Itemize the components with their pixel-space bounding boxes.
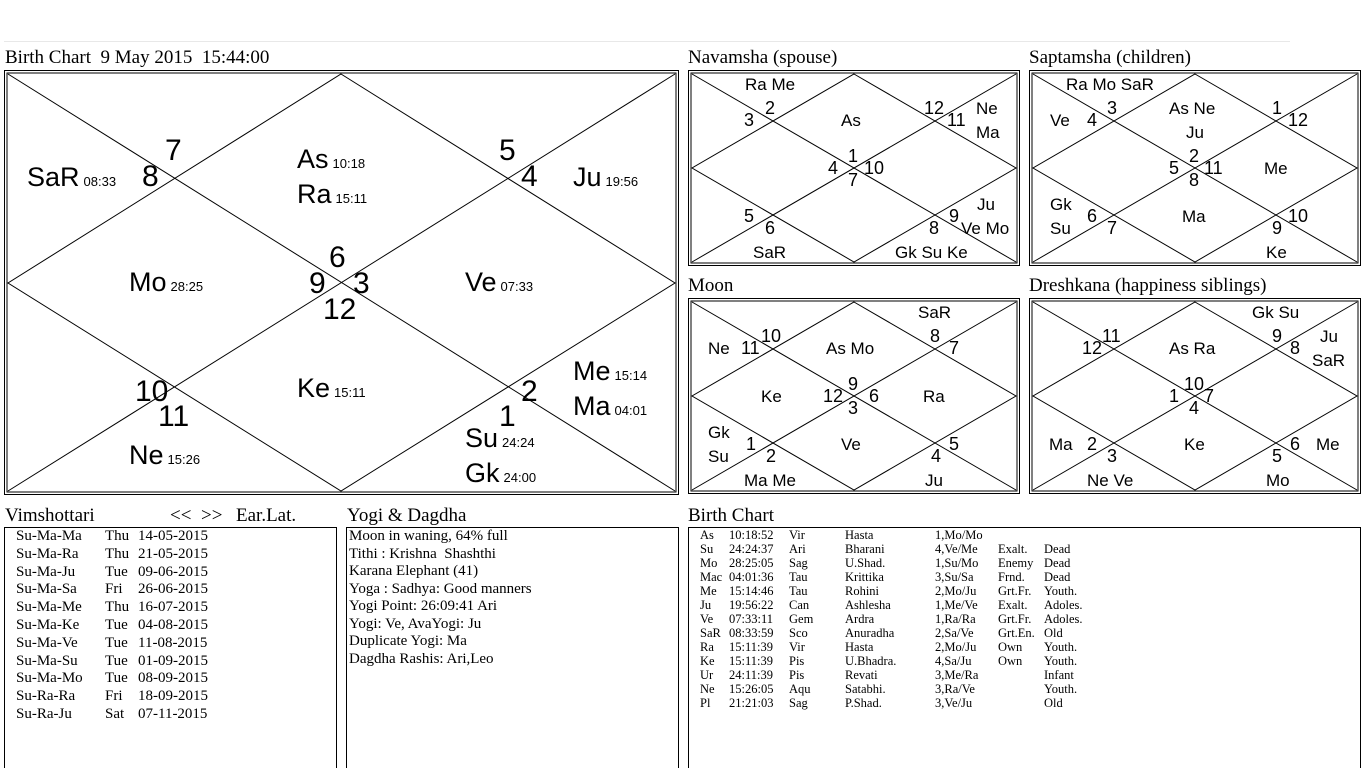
sign-number: 5 xyxy=(744,206,755,226)
sign-number: 2 xyxy=(766,446,777,466)
sign-cell: Can xyxy=(789,598,810,612)
dasha-date: 14-05-2015 xyxy=(138,528,208,544)
pada-cell: 3,Ra/Ve xyxy=(935,682,975,696)
sign-number: 11 xyxy=(158,400,190,433)
planet-label: Ma xyxy=(1182,207,1206,226)
sign-number: 8 xyxy=(929,218,940,238)
sign-number: 3 xyxy=(744,110,755,130)
sign-cell: Pis xyxy=(789,654,805,668)
relation-cell: Enemy xyxy=(998,556,1034,570)
state-cell: Old xyxy=(1044,626,1063,640)
state-cell: Old xyxy=(1044,696,1063,710)
vimshottari-list xyxy=(16,528,316,724)
dasha-day: Tue xyxy=(105,652,128,669)
sign-number: 4 xyxy=(828,158,839,178)
sign-number: 3 xyxy=(1107,446,1118,466)
pada-cell: 1,Me/Ve xyxy=(935,598,978,612)
dasha-day: Fri xyxy=(105,581,123,598)
planet-cell: Pl xyxy=(700,696,711,710)
saptamsha-svg xyxy=(1030,71,1360,265)
sign-number: 2 xyxy=(765,98,776,118)
planet-label: As xyxy=(841,111,861,130)
sign-number: 3 xyxy=(848,398,859,418)
next-period-button[interactable]: >> xyxy=(201,505,223,526)
sign-number: 7 xyxy=(848,170,859,190)
vimshottari-title: Vimshottari xyxy=(5,505,95,526)
sign-number: 8 xyxy=(142,160,159,193)
state-cell: Infant xyxy=(1044,668,1074,682)
planet-cell: Ve xyxy=(700,612,714,626)
pada-cell: 2,Sa/Ve xyxy=(935,626,974,640)
pada-cell: 1,Su/Mo xyxy=(935,556,979,570)
sign-cell: Pis xyxy=(789,668,805,682)
main-chart-panel[interactable] xyxy=(4,70,679,495)
dasha-period: Su-Ma-Sa xyxy=(16,581,77,598)
state-cell: Adoles. xyxy=(1044,598,1083,612)
sign-number: 10 xyxy=(135,375,169,408)
degree-cell: 15:11:39 xyxy=(729,640,773,654)
sign-cell: Gem xyxy=(789,612,814,626)
saptamsha-title: Saptamsha (children) xyxy=(1029,47,1191,68)
planet-cell: SaR xyxy=(700,626,721,640)
state-cell: Youth. xyxy=(1044,640,1078,654)
navamsha-svg xyxy=(689,71,1019,265)
sign-cell: Ari xyxy=(789,542,806,556)
degree-cell: 10:18:52 xyxy=(729,528,774,542)
dreshkana-title: Dreshkana (happiness siblings) xyxy=(1029,275,1267,296)
sign-number: 11 xyxy=(1102,326,1121,346)
planet-label: Ma xyxy=(1049,435,1073,454)
degree-cell: 08:33:59 xyxy=(729,626,774,640)
sign-number: 12 xyxy=(823,386,844,406)
planet-label: Ju xyxy=(1320,327,1338,346)
dasha-date: 01-09-2015 xyxy=(138,652,208,669)
sign-number: 7 xyxy=(1204,386,1215,406)
dasha-day: Tue xyxy=(105,616,128,633)
degree-cell: 15:11:39 xyxy=(729,654,773,668)
planet-sar: SaR 08:33 xyxy=(27,162,117,192)
sign-number: 1 xyxy=(499,400,516,433)
dasha-row[interactable] xyxy=(16,617,316,635)
state-cell: Dead xyxy=(1044,570,1071,584)
dasha-day: Thu xyxy=(105,545,130,562)
sign-number: 6 xyxy=(765,218,776,238)
planet-ne: Ne 15:26 xyxy=(129,440,201,470)
previous-period-button[interactable]: << xyxy=(170,505,192,526)
nakshatra-cell: Satabhi. xyxy=(845,682,886,696)
sign-number: 8 xyxy=(930,326,941,346)
dasha-date: 26-06-2015 xyxy=(138,581,208,598)
degree-cell: 15:14:46 xyxy=(729,584,774,598)
sign-number: 3 xyxy=(353,267,370,300)
birth-table-title: Birth Chart xyxy=(688,505,775,526)
sign-number: 8 xyxy=(1290,338,1301,358)
planet-label: Mo xyxy=(1266,471,1290,490)
planet-label: Ke xyxy=(761,387,782,406)
sign-number: 4 xyxy=(931,446,942,466)
dreshkana-panel[interactable] xyxy=(1029,298,1361,494)
sign-number: 6 xyxy=(1087,206,1098,226)
sign-cell: Vir xyxy=(789,528,805,542)
pada-cell: 4,Sa/Ju xyxy=(935,654,972,668)
yogi-line: Yoga : Sadhya: Good manners xyxy=(349,580,532,597)
dasha-date: 09-06-2015 xyxy=(138,563,208,580)
sign-number: 1 xyxy=(1169,386,1180,406)
planet-ju: Ju 19:56 xyxy=(573,162,639,192)
planet-label: As Ne xyxy=(1169,99,1216,118)
nakshatra-cell: Revati xyxy=(845,668,878,682)
sign-number: 3 xyxy=(1107,98,1118,118)
sign-number: 7 xyxy=(165,134,182,167)
dasha-row[interactable] xyxy=(16,635,316,653)
dasha-period: Su-Ma-Su xyxy=(16,652,78,669)
dasha-date: 21-05-2015 xyxy=(138,545,208,562)
pada-cell: 3,Me/Ra xyxy=(935,668,979,682)
degree-cell: 28:25:05 xyxy=(729,556,774,570)
degree-cell: 24:24:37 xyxy=(729,542,774,556)
relation-cell: Exalt. xyxy=(998,598,1028,612)
planet-cell: Ne xyxy=(700,682,715,696)
planet-gk: Gk 24:00 xyxy=(465,458,537,488)
moon-chart-panel[interactable] xyxy=(688,298,1020,494)
nakshatra-cell: P.Shad. xyxy=(845,696,882,710)
planet-label: Ke xyxy=(1184,435,1205,454)
sign-number: 5 xyxy=(949,434,960,454)
nakshatra-cell: Ashlesha xyxy=(845,598,891,612)
planet-cell: Mo xyxy=(700,556,718,570)
ear-lat-toggle[interactable]: Ear.Lat. xyxy=(236,505,297,526)
nakshatra-cell: Hasta xyxy=(845,640,874,654)
dasha-row[interactable] xyxy=(16,599,316,617)
dasha-row[interactable] xyxy=(16,688,316,706)
degree-cell: 07:33:11 xyxy=(729,612,773,626)
dasha-date: 18-09-2015 xyxy=(138,688,208,705)
sign-cell: Sag xyxy=(789,556,808,570)
planet-mo: Mo 28:25 xyxy=(129,267,204,297)
main-chart-title: Birth Chart 9 May 2015 15:44:00 xyxy=(5,47,270,68)
planet-me: Me 15:14 xyxy=(573,356,648,386)
yogi-line: Yogi Point: 26:09:41 Ari xyxy=(349,598,498,614)
relation-cell: Frnd. xyxy=(998,570,1025,584)
planet-label: Ma xyxy=(976,123,1000,142)
planet-label: Su xyxy=(1050,219,1071,238)
dasha-period: Su-Ma-Me xyxy=(16,599,82,616)
sign-number: 1 xyxy=(848,146,859,166)
sign-number: 9 xyxy=(1272,326,1283,346)
degree-cell: 15:26:05 xyxy=(729,682,774,696)
dasha-period: Su-Ma-Ra xyxy=(16,545,79,562)
nakshatra-cell: Ardra xyxy=(845,612,875,626)
sign-number: 5 xyxy=(499,134,516,167)
sign-number: 2 xyxy=(521,375,538,408)
planet-label: Ke xyxy=(1266,243,1287,262)
dasha-day: Fri xyxy=(105,688,123,705)
planet-cell: Ke xyxy=(700,654,715,668)
planet-cell: Ur xyxy=(700,668,714,682)
state-cell: Dead xyxy=(1044,542,1071,556)
planet-label: SaR xyxy=(753,243,787,262)
planet-label: Me xyxy=(1264,159,1288,178)
sign-number: 11 xyxy=(1204,158,1223,178)
sign-number: 11 xyxy=(947,110,966,130)
planet-label: Ve xyxy=(841,435,861,454)
planet-label: SaR xyxy=(1312,351,1346,370)
planet-label: Ju xyxy=(925,471,943,490)
sign-number: 9 xyxy=(848,374,859,394)
dasha-period: Su-Ma-Mo xyxy=(16,670,83,687)
pada-cell: 1,Mo/Mo xyxy=(935,528,983,542)
sign-number: 6 xyxy=(869,386,880,406)
nakshatra-cell: Bharani xyxy=(845,542,885,556)
dasha-row[interactable] xyxy=(16,564,316,582)
planet-cell: As xyxy=(700,528,714,542)
nakshatra-cell: U.Bhadra. xyxy=(845,654,897,668)
planet-label: Ra Mo SaR xyxy=(1066,75,1154,94)
saptamsha-panel[interactable] xyxy=(1029,70,1361,266)
yogi-line: Moon in waning, 64% full xyxy=(349,528,508,544)
nakshatra-cell: U.Shad. xyxy=(845,556,886,570)
planet-label: Ju xyxy=(977,195,995,214)
planet-cell: Ra xyxy=(700,640,714,654)
pada-cell: 3,Ve/Ju xyxy=(935,696,973,710)
sign-number: 4 xyxy=(521,160,538,193)
nakshatra-cell: Hasta xyxy=(845,528,874,542)
dasha-period: Su-Ra-Ra xyxy=(16,688,76,705)
dasha-day: Tue xyxy=(105,563,128,580)
planet-ke: Ke 15:11 xyxy=(297,373,366,403)
planet-label: Gk xyxy=(1050,195,1072,214)
planet-label: Ju xyxy=(1186,123,1204,142)
nakshatra-cell: Krittika xyxy=(845,570,884,584)
relation-cell: Exalt. xyxy=(998,542,1028,556)
navamsha-title: Navamsha (spouse) xyxy=(688,47,838,68)
state-cell: Dead xyxy=(1044,556,1071,570)
planet-label: Ra xyxy=(923,387,945,406)
sign-number: 9 xyxy=(1272,218,1283,238)
sign-number: 2 xyxy=(1189,146,1200,166)
planet-label: Su xyxy=(708,447,729,466)
sign-number: 7 xyxy=(949,338,960,358)
planet-label: Me xyxy=(1316,435,1340,454)
sign-number: 10 xyxy=(1184,374,1205,394)
sign-number: 12 xyxy=(1082,338,1103,358)
sign-cell: Aqu xyxy=(789,682,811,696)
sign-number: 10 xyxy=(1288,206,1309,226)
navamsha-panel[interactable] xyxy=(688,70,1020,266)
dasha-row[interactable] xyxy=(16,528,316,546)
sign-number: 4 xyxy=(1189,398,1200,418)
planet-su: Su 24:24 xyxy=(465,423,535,453)
planet-label: As Mo xyxy=(826,339,875,358)
planet-label: Ne xyxy=(976,99,998,118)
moon-chart-title: Moon xyxy=(688,275,734,296)
dasha-date: 07-11-2015 xyxy=(138,705,208,722)
relation-cell: Grt.En. xyxy=(998,626,1035,640)
pada-cell: 2,Mo/Ju xyxy=(935,640,977,654)
dasha-period: Su-Ma-Ke xyxy=(16,616,80,633)
dreshkana-svg xyxy=(1030,299,1360,493)
dasha-date: 16-07-2015 xyxy=(138,599,208,616)
dasha-date: 08-09-2015 xyxy=(138,670,208,687)
yogi-list xyxy=(349,528,669,668)
degree-cell: 19:56:22 xyxy=(729,598,774,612)
dasha-day: Thu xyxy=(105,528,130,544)
sign-number: 1 xyxy=(746,434,757,454)
sign-number: 12 xyxy=(323,293,357,326)
sign-cell: Tau xyxy=(789,584,808,598)
pada-cell: 4,Ve/Me xyxy=(935,542,978,556)
planet-ma: Ma 04:01 xyxy=(573,391,648,421)
relation-cell: Own xyxy=(998,640,1023,654)
sign-number: 10 xyxy=(864,158,885,178)
dasha-row[interactable] xyxy=(16,670,316,688)
dasha-period: Su-Ma-Ve xyxy=(16,634,78,651)
main-chart-svg xyxy=(5,71,678,494)
degree-cell: 24:11:39 xyxy=(729,668,773,682)
sign-number: 12 xyxy=(1288,110,1309,130)
dasha-day: Sat xyxy=(105,705,125,722)
planet-label: Gk xyxy=(708,423,730,442)
state-cell: Youth. xyxy=(1044,654,1078,668)
sign-number: 10 xyxy=(761,326,782,346)
dasha-day: Thu xyxy=(105,599,130,616)
planet-cell: Su xyxy=(700,542,714,556)
sign-number: 8 xyxy=(1189,170,1200,190)
sign-number: 5 xyxy=(1169,158,1180,178)
dasha-day: Tue xyxy=(105,634,128,651)
planet-cell: Ju xyxy=(700,598,712,612)
planet-cell: Mac xyxy=(700,570,723,584)
planet-ve: Ve 07:33 xyxy=(465,267,534,297)
sign-number: 9 xyxy=(309,267,326,300)
relation-cell: Grt.Fr. xyxy=(998,584,1032,598)
sign-number: 12 xyxy=(924,98,945,118)
dasha-date: 04-08-2015 xyxy=(138,616,208,633)
pada-cell: 1,Ra/Ra xyxy=(935,612,976,626)
planet-ra: Ra 15:11 xyxy=(297,179,368,209)
planet-label: Ve xyxy=(1050,111,1070,130)
moon-chart-svg xyxy=(689,299,1019,493)
planet-label: Ma Me xyxy=(744,471,796,490)
pada-cell: 3,Su/Sa xyxy=(935,570,974,584)
yogi-title: Yogi & Dagdha xyxy=(347,505,467,526)
planet-label: Ne xyxy=(708,339,730,358)
yogi-line: Tithi : Krishna Shashthi xyxy=(349,545,496,562)
sign-number: 7 xyxy=(1107,218,1118,238)
dasha-day: Tue xyxy=(105,670,128,687)
sign-cell: Vir xyxy=(789,640,805,654)
sign-number: 6 xyxy=(1290,434,1301,454)
planet-label: Gk Su Ke xyxy=(895,243,968,262)
planet-label: Gk Su xyxy=(1252,303,1300,322)
dasha-period: Su-Ra-Ju xyxy=(16,705,72,722)
planet-label: Ne Ve xyxy=(1087,471,1134,490)
dasha-period: Su-Ma-Ju xyxy=(16,563,76,580)
planet-label: Ra Me xyxy=(745,75,796,94)
sign-number: 4 xyxy=(1087,110,1098,130)
sign-number: 2 xyxy=(1087,434,1098,454)
planet-as: As 10:18 xyxy=(297,144,366,174)
planet-label: Ve Mo xyxy=(961,219,1010,238)
nakshatra-cell: Anuradha xyxy=(845,626,895,640)
sign-number: 1 xyxy=(1272,98,1283,118)
top-divider xyxy=(4,41,1290,42)
dasha-row[interactable] xyxy=(16,653,316,671)
yogi-line: Duplicate Yogi: Ma xyxy=(349,633,467,649)
nakshatra-cell: Rohini xyxy=(845,584,880,598)
planet-label: As Ra xyxy=(1169,339,1216,358)
relation-cell: Own xyxy=(998,654,1023,668)
sign-number: 9 xyxy=(949,206,960,226)
sign-number: 11 xyxy=(741,338,760,358)
dasha-row[interactable] xyxy=(16,706,316,724)
yogi-line: Yogi: Ve, AvaYogi: Ju xyxy=(349,615,482,632)
dasha-date: 11-08-2015 xyxy=(138,634,208,651)
planet-label: SaR xyxy=(918,303,952,322)
dasha-row[interactable] xyxy=(16,581,316,599)
dasha-row[interactable] xyxy=(16,546,316,564)
state-cell: Youth. xyxy=(1044,682,1078,696)
relation-cell: Grt.Fr. xyxy=(998,612,1032,626)
sign-cell: Sco xyxy=(789,626,808,640)
state-cell: Youth. xyxy=(1044,584,1078,598)
state-cell: Adoles. xyxy=(1044,612,1083,626)
planet-cell: Me xyxy=(700,584,717,598)
sign-cell: Sag xyxy=(789,696,808,710)
pada-cell: 2,Mo/Ju xyxy=(935,584,977,598)
yogi-line: Karana Elephant (41) xyxy=(349,563,479,579)
sign-cell: Tau xyxy=(789,570,808,584)
sign-number: 5 xyxy=(1272,446,1283,466)
dasha-period: Su-Ma-Ma xyxy=(16,528,82,544)
degree-cell: 21:21:03 xyxy=(729,696,774,710)
yogi-line: Dagdha Rashis: Ari,Leo xyxy=(349,650,494,667)
degree-cell: 04:01:36 xyxy=(729,570,774,584)
sign-number: 6 xyxy=(329,241,346,274)
